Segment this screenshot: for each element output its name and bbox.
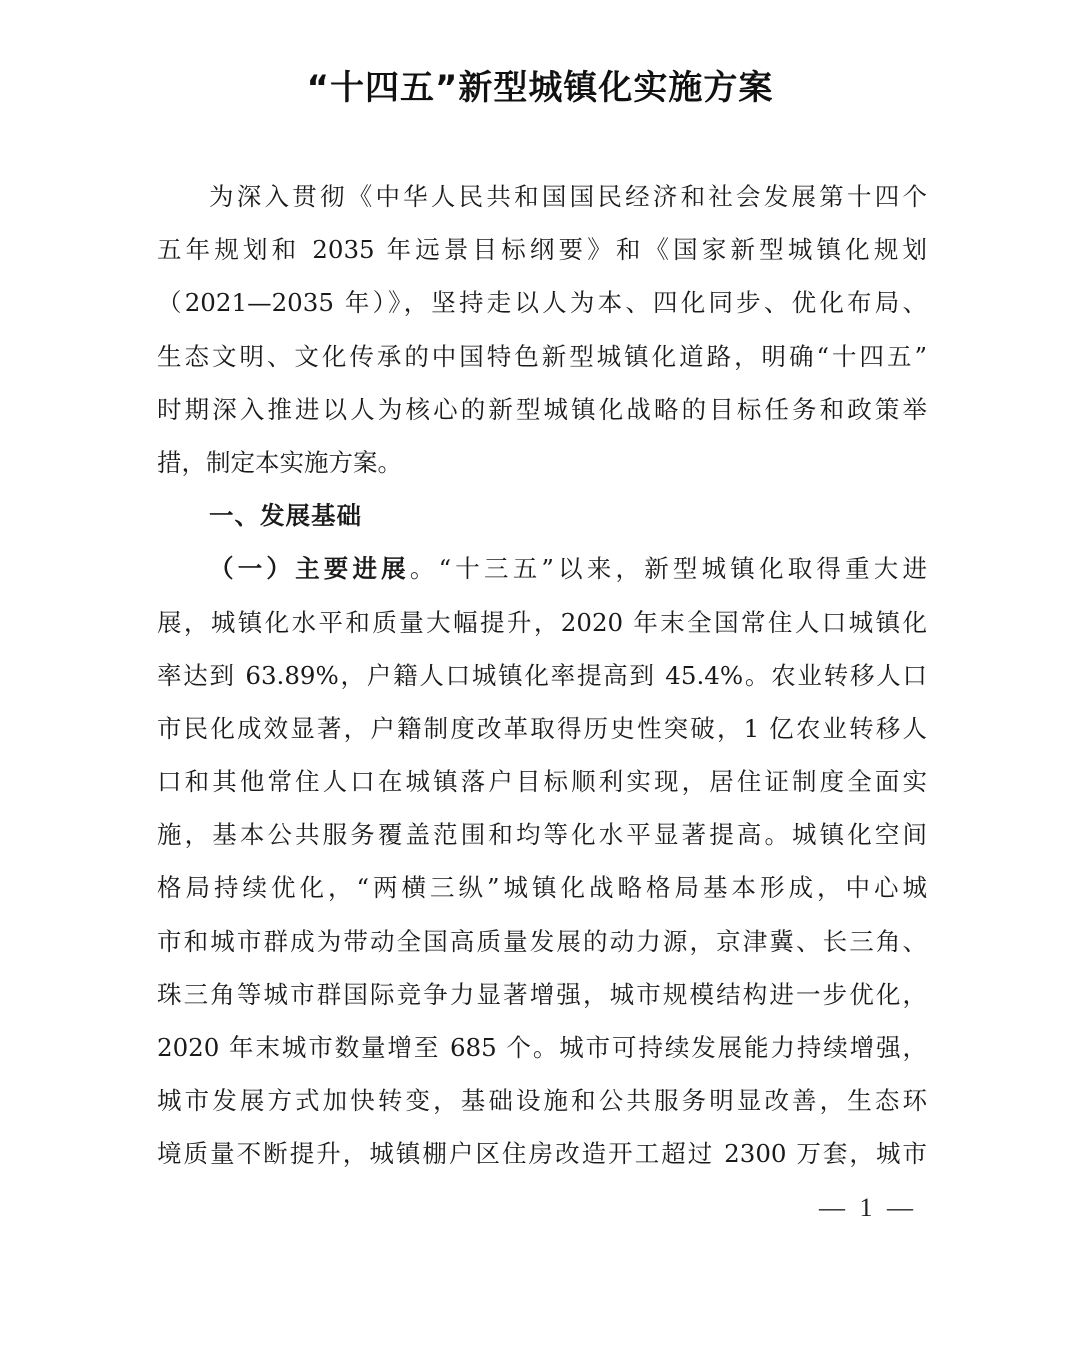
body-line: 格局持续优化，“两横三纵”城镇化战略格局基本形成，中心城 xyxy=(157,873,927,903)
document-title: “十四五”新型城镇化实施方案 xyxy=(306,68,774,108)
intro-line: 时期深入推进以人为核心的新型城镇化战略的目标任务和政策举 xyxy=(157,394,927,424)
body-line: 展，城镇化水平和质量大幅提升，2020 年末全国常住人口城镇化 xyxy=(157,607,927,637)
body-line: 口和其他常住人口在城镇落户目标顺利实现，居住证制度全面实 xyxy=(157,767,927,797)
body-line: 市和城市群成为带动全国高质量发展的动力源，京津冀、长三角、 xyxy=(157,926,927,956)
subsection-first-line-rest: 。“十三五”以来，新型城镇化取得重大进 xyxy=(409,554,927,584)
body-line: 城市发展方式加快转变，基础设施和公共服务明显改善，生态环 xyxy=(157,1086,927,1116)
body-line: 境质量不断提升，城镇棚户区住房改造开工超过 2300 万套，城市 xyxy=(157,1139,927,1169)
document-body xyxy=(157,170,927,1181)
body-line: 施，基本公共服务覆盖范围和均等化水平显著提高。城镇化空间 xyxy=(157,820,927,850)
body-line: 2020 年末城市数量增至 685 个。城市可持续发展能力持续增强， xyxy=(157,1033,927,1062)
intro-line: 生态文明、文化传承的中国特色新型城镇化道路，明确“十四五” xyxy=(157,341,927,371)
section-heading: 一、发展基础 xyxy=(209,501,362,531)
intro-line: （2021—2035 年）》，坚持走以人为本、四化同步、优化布局、 xyxy=(157,288,927,318)
page-number: — 1 — xyxy=(819,1193,917,1222)
intro-line: 为深入贯彻《中华人民共和国国民经济和社会发展第十四个 xyxy=(209,182,927,211)
intro-line: 五年规划和 2035 年远景目标纲要》和《国家新型城镇化规划 xyxy=(157,235,927,265)
body-line: 市民化成效显著，户籍制度改革取得历史性突破，1 亿农业转移人 xyxy=(157,713,927,743)
subsection-lead: （一）主要进展 xyxy=(209,554,410,584)
subsection-first-line xyxy=(157,542,927,595)
body-line: 率达到 63.89%，户籍人口城镇化率提高到 45.4%。农业转移人口 xyxy=(157,660,927,690)
intro-line: 措，制定本实施方案。 xyxy=(157,447,402,477)
body-line: 珠三角等城市群国际竞争力显著增强，城市规模结构进一步优化， xyxy=(157,979,927,1009)
